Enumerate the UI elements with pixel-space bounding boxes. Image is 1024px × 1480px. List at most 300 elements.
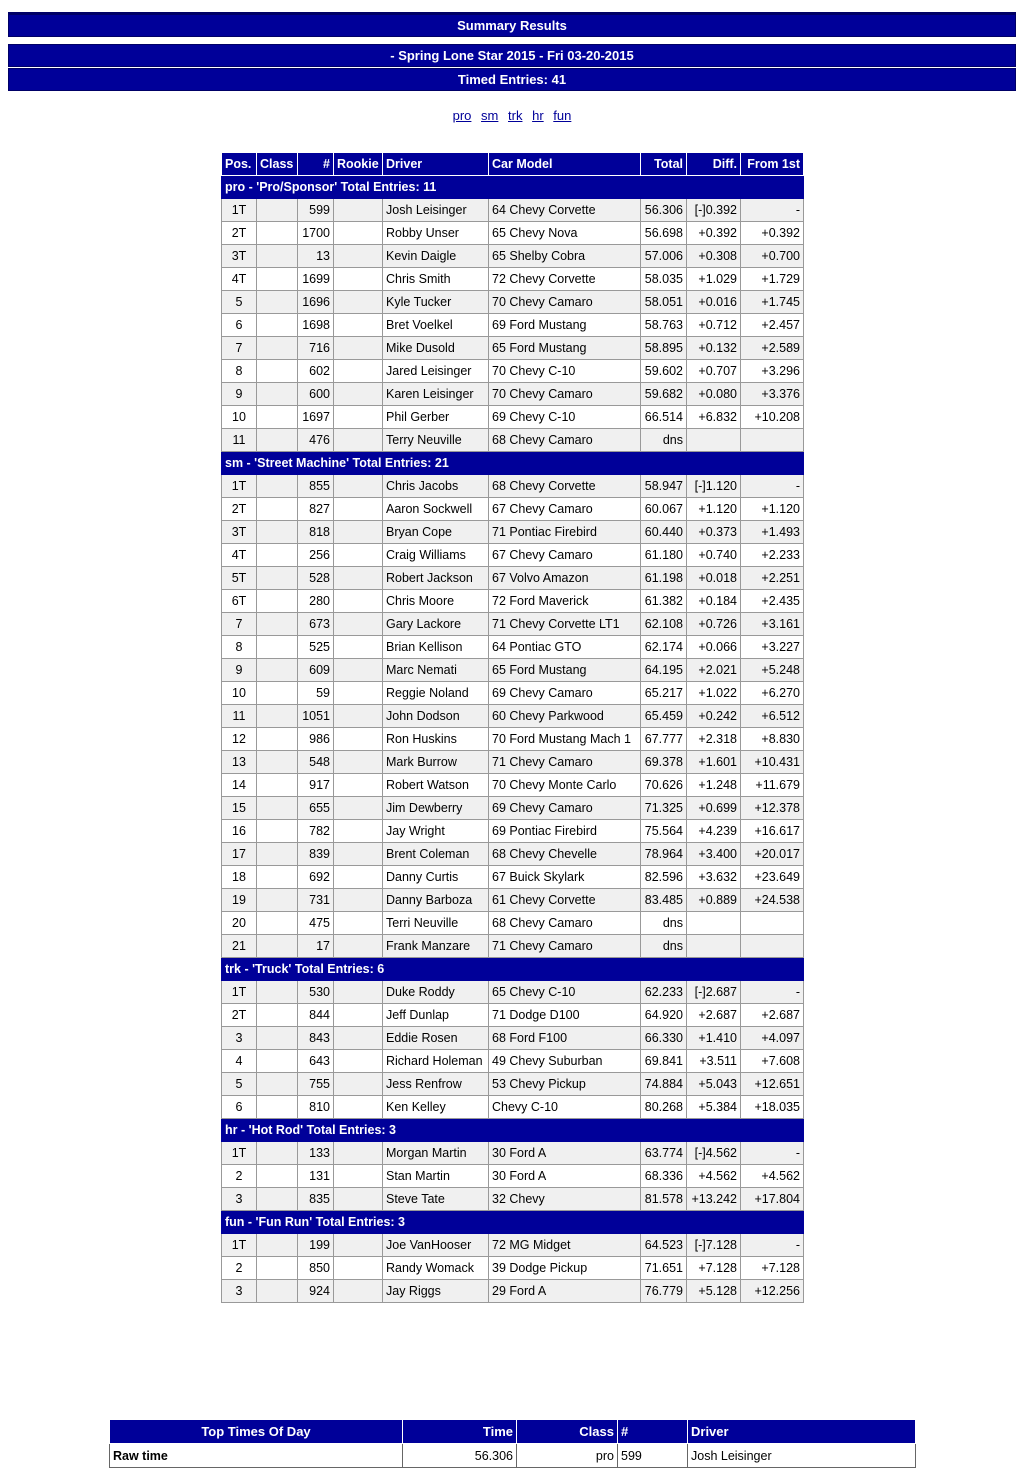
table-row: [222, 751, 804, 774]
table-cell: 2T: [222, 222, 257, 245]
table-row: [222, 843, 804, 866]
table-cell: Bret Voelkel: [383, 314, 489, 337]
table-cell: [687, 429, 741, 452]
class-group-header: [222, 1211, 804, 1234]
table-row: [222, 1188, 804, 1211]
table-cell: +5.043: [687, 1073, 741, 1096]
class-group-title: pro - 'Pro/Sponsor' Total Entries: 11: [222, 176, 804, 199]
table-cell: +10.208: [741, 406, 804, 429]
table-cell: 71 Pontiac Firebird: [489, 521, 641, 544]
table-cell: [687, 912, 741, 935]
table-cell: +3.296: [741, 360, 804, 383]
table-cell: 17: [298, 935, 334, 958]
table-cell: 59.602: [641, 360, 687, 383]
table-cell: 64 Pontiac GTO: [489, 636, 641, 659]
table-cell: [334, 337, 383, 360]
class-group-title: fun - 'Fun Run' Total Entries: 3: [222, 1211, 804, 1234]
table-cell: +2.233: [741, 544, 804, 567]
table-cell: +0.889: [687, 889, 741, 912]
table-cell: 78.964: [641, 843, 687, 866]
table-cell: 131: [298, 1165, 334, 1188]
table-cell: [257, 866, 298, 889]
table-cell: [334, 1257, 383, 1280]
table-row: [222, 429, 804, 452]
table-cell: [-]7.128: [687, 1234, 741, 1257]
table-cell: [334, 705, 383, 728]
table-cell: 5: [222, 1073, 257, 1096]
table-cell: 10: [222, 682, 257, 705]
table-cell: [257, 337, 298, 360]
table-cell: Craig Williams: [383, 544, 489, 567]
table-cell: 60 Chevy Parkwood: [489, 705, 641, 728]
table-cell: +6.832: [687, 406, 741, 429]
table-row: [222, 222, 804, 245]
table-cell: +4.097: [741, 1027, 804, 1050]
table-row: [222, 383, 804, 406]
table-cell: Brent Coleman: [383, 843, 489, 866]
table-cell: -: [741, 1142, 804, 1165]
table-cell: 2: [222, 1165, 257, 1188]
top-times-column-header: #: [618, 1420, 688, 1444]
table-cell: 70 Chevy Camaro: [489, 383, 641, 406]
table-cell: [257, 1142, 298, 1165]
table-cell: [334, 245, 383, 268]
table-cell: [334, 843, 383, 866]
table-cell: 68 Chevy Corvette: [489, 475, 641, 498]
table-cell: [257, 544, 298, 567]
table-cell: Chris Jacobs: [383, 475, 489, 498]
table-cell: 70 Chevy Monte Carlo: [489, 774, 641, 797]
table-cell: Jared Leisinger: [383, 360, 489, 383]
table-cell: Chris Moore: [383, 590, 489, 613]
table-cell: 1699: [298, 268, 334, 291]
table-cell: 19: [222, 889, 257, 912]
table-cell: Robby Unser: [383, 222, 489, 245]
table-cell: [257, 1165, 298, 1188]
table-row: [222, 1257, 804, 1280]
table-cell: 11: [222, 705, 257, 728]
table-cell: +2.457: [741, 314, 804, 337]
table-cell: 62.174: [641, 636, 687, 659]
table-cell: 476: [298, 429, 334, 452]
table-cell: Steve Tate: [383, 1188, 489, 1211]
table-cell: 71 Chevy Corvette LT1: [489, 613, 641, 636]
table-cell: [257, 728, 298, 751]
table-cell: 30 Ford A: [489, 1165, 641, 1188]
table-cell: Kyle Tucker: [383, 291, 489, 314]
table-cell: 65.217: [641, 682, 687, 705]
table-cell: +1.493: [741, 521, 804, 544]
table-cell: [-]1.120: [687, 475, 741, 498]
table-cell: 20: [222, 912, 257, 935]
table-cell: 1700: [298, 222, 334, 245]
table-cell: 67 Buick Skylark: [489, 866, 641, 889]
table-cell: 58.763: [641, 314, 687, 337]
table-cell: 755: [298, 1073, 334, 1096]
table-cell: +7.608: [741, 1050, 804, 1073]
table-cell: +2.687: [741, 1004, 804, 1027]
table-cell: 986: [298, 728, 334, 751]
table-cell: dns: [641, 935, 687, 958]
top-times-table: [109, 1419, 916, 1468]
table-cell: [334, 1142, 383, 1165]
table-row: [222, 521, 804, 544]
table-cell: [257, 291, 298, 314]
table-cell: Gary Lackore: [383, 613, 489, 636]
table-cell: 4T: [222, 544, 257, 567]
table-cell: +17.804: [741, 1188, 804, 1211]
table-cell: 72 Ford Maverick: [489, 590, 641, 613]
table-cell: [334, 429, 383, 452]
column-header: Class: [257, 153, 298, 176]
table-cell: 60.067: [641, 498, 687, 521]
table-cell: +5.384: [687, 1096, 741, 1119]
table-cell: 12: [222, 728, 257, 751]
table-cell: 16: [222, 820, 257, 843]
table-cell: 6T: [222, 590, 257, 613]
table-cell: [334, 1027, 383, 1050]
table-cell: Jeff Dunlap: [383, 1004, 489, 1027]
table-cell: +18.035: [741, 1096, 804, 1119]
class-link-fun[interactable]: fun: [553, 108, 572, 123]
table-row: [222, 406, 804, 429]
table-row: [222, 866, 804, 889]
column-header: Diff.: [687, 153, 741, 176]
table-cell: [257, 1234, 298, 1257]
top-times-cell: 56.306: [403, 1444, 517, 1468]
table-cell: 1696: [298, 291, 334, 314]
table-cell: 199: [298, 1234, 334, 1257]
table-cell: -: [741, 199, 804, 222]
table-cell: 71 Dodge D100: [489, 1004, 641, 1027]
table-cell: +0.707: [687, 360, 741, 383]
table-cell: 56.698: [641, 222, 687, 245]
table-cell: -: [741, 1234, 804, 1257]
table-cell: [257, 797, 298, 820]
top-times-column-header: Top Times Of Day: [110, 1420, 403, 1444]
table-cell: 818: [298, 521, 334, 544]
table-cell: Brian Kellison: [383, 636, 489, 659]
table-cell: +1.120: [741, 498, 804, 521]
table-cell: 1T: [222, 1142, 257, 1165]
table-row: [222, 567, 804, 590]
table-cell: 69 Ford Mustang: [489, 314, 641, 337]
table-cell: [334, 314, 383, 337]
table-cell: [257, 912, 298, 935]
table-cell: 525: [298, 636, 334, 659]
table-cell: [334, 935, 383, 958]
top-times-cell: Josh Leisinger: [688, 1444, 916, 1468]
table-cell: 69 Pontiac Firebird: [489, 820, 641, 843]
table-cell: 133: [298, 1142, 334, 1165]
table-cell: [257, 567, 298, 590]
table-cell: [334, 406, 383, 429]
class-group-title: sm - 'Street Machine' Total Entries: 21: [222, 452, 804, 475]
class-links: [0, 108, 1024, 123]
table-cell: Marc Nemati: [383, 659, 489, 682]
table-cell: 548: [298, 751, 334, 774]
table-cell: Chevy C-10: [489, 1096, 641, 1119]
table-cell: 58.947: [641, 475, 687, 498]
class-group-header: [222, 176, 804, 199]
table-cell: +1.601: [687, 751, 741, 774]
table-cell: [257, 1027, 298, 1050]
table-cell: 827: [298, 498, 334, 521]
table-cell: +5.128: [687, 1280, 741, 1303]
table-cell: Randy Womack: [383, 1257, 489, 1280]
table-cell: +2.251: [741, 567, 804, 590]
table-cell: 280: [298, 590, 334, 613]
table-cell: +1.029: [687, 268, 741, 291]
table-cell: [334, 636, 383, 659]
class-link-pro[interactable]: pro: [452, 108, 472, 123]
table-cell: +1.745: [741, 291, 804, 314]
table-cell: [334, 659, 383, 682]
class-link-sm[interactable]: sm: [481, 108, 499, 123]
table-cell: 69.378: [641, 751, 687, 774]
table-cell: [257, 498, 298, 521]
table-cell: +0.066: [687, 636, 741, 659]
table-cell: 600: [298, 383, 334, 406]
table-cell: 1T: [222, 199, 257, 222]
table-row: [222, 360, 804, 383]
table-cell: 56.306: [641, 199, 687, 222]
table-cell: 66.514: [641, 406, 687, 429]
table-cell: 61.382: [641, 590, 687, 613]
table-row: [222, 245, 804, 268]
table-cell: 68.336: [641, 1165, 687, 1188]
table-cell: 9: [222, 659, 257, 682]
table-cell: 71.651: [641, 1257, 687, 1280]
column-header: Rookie: [334, 153, 383, 176]
table-cell: [257, 613, 298, 636]
class-link-hr[interactable]: hr: [532, 108, 544, 123]
table-cell: +12.651: [741, 1073, 804, 1096]
table-cell: 67.777: [641, 728, 687, 751]
table-row: [222, 1234, 804, 1257]
table-cell: 855: [298, 475, 334, 498]
table-cell: +0.184: [687, 590, 741, 613]
table-cell: [334, 912, 383, 935]
top-times-column-header: Time: [403, 1420, 517, 1444]
class-link-trk[interactable]: trk: [508, 108, 523, 123]
table-cell: [257, 383, 298, 406]
table-row: [222, 268, 804, 291]
table-cell: 61 Chevy Corvette: [489, 889, 641, 912]
table-cell: [257, 1257, 298, 1280]
table-cell: 256: [298, 544, 334, 567]
table-cell: 475: [298, 912, 334, 935]
timed-entries-count: Timed Entries: 41: [8, 68, 1016, 91]
table-cell: [257, 590, 298, 613]
table-cell: Kevin Daigle: [383, 245, 489, 268]
top-times-cell: pro: [517, 1444, 618, 1468]
table-cell: +23.649: [741, 866, 804, 889]
table-cell: 3T: [222, 245, 257, 268]
table-cell: 69.841: [641, 1050, 687, 1073]
column-header: From 1st: [741, 153, 804, 176]
table-cell: 68 Ford F100: [489, 1027, 641, 1050]
table-cell: Danny Curtis: [383, 866, 489, 889]
table-cell: [334, 1280, 383, 1303]
top-times-column-header: Driver: [688, 1420, 916, 1444]
table-cell: 65 Ford Mustang: [489, 659, 641, 682]
column-header: Driver: [383, 153, 489, 176]
table-row: [222, 1073, 804, 1096]
table-cell: 64.523: [641, 1234, 687, 1257]
table-cell: 58.035: [641, 268, 687, 291]
table-cell: +3.376: [741, 383, 804, 406]
table-cell: [334, 291, 383, 314]
table-cell: +0.132: [687, 337, 741, 360]
table-cell: 850: [298, 1257, 334, 1280]
table-row: [222, 337, 804, 360]
table-cell: Ken Kelley: [383, 1096, 489, 1119]
table-cell: [334, 383, 383, 406]
table-cell: 72 MG Midget: [489, 1234, 641, 1257]
table-cell: +1.120: [687, 498, 741, 521]
table-cell: 13: [298, 245, 334, 268]
table-cell: Aaron Sockwell: [383, 498, 489, 521]
table-cell: [257, 981, 298, 1004]
table-cell: [334, 1096, 383, 1119]
table-cell: 66.330: [641, 1027, 687, 1050]
table-cell: 64 Chevy Corvette: [489, 199, 641, 222]
table-row: [222, 659, 804, 682]
table-cell: 13: [222, 751, 257, 774]
table-cell: 63.774: [641, 1142, 687, 1165]
table-cell: [334, 682, 383, 705]
table-cell: +12.256: [741, 1280, 804, 1303]
table-cell: 53 Chevy Pickup: [489, 1073, 641, 1096]
table-cell: 843: [298, 1027, 334, 1050]
table-cell: +0.712: [687, 314, 741, 337]
table-cell: 64.195: [641, 659, 687, 682]
table-cell: 67 Chevy Camaro: [489, 498, 641, 521]
table-cell: 70 Ford Mustang Mach 1: [489, 728, 641, 751]
table-cell: 71.325: [641, 797, 687, 820]
table-cell: 39 Dodge Pickup: [489, 1257, 641, 1280]
table-cell: [257, 1280, 298, 1303]
table-cell: [334, 820, 383, 843]
table-cell: +1.729: [741, 268, 804, 291]
table-cell: +13.242: [687, 1188, 741, 1211]
column-header: Pos.: [222, 153, 257, 176]
table-row: [222, 981, 804, 1004]
table-cell: 76.779: [641, 1280, 687, 1303]
table-cell: +2.687: [687, 1004, 741, 1027]
table-cell: [334, 567, 383, 590]
column-header: Total: [641, 153, 687, 176]
table-cell: +3.227: [741, 636, 804, 659]
table-row: [222, 1096, 804, 1119]
table-cell: [334, 360, 383, 383]
table-cell: +0.699: [687, 797, 741, 820]
table-row: [222, 314, 804, 337]
table-cell: [-]2.687: [687, 981, 741, 1004]
table-cell: [257, 521, 298, 544]
table-cell: +2.435: [741, 590, 804, 613]
table-cell: +2.589: [741, 337, 804, 360]
table-cell: 61.198: [641, 567, 687, 590]
table-cell: +7.128: [687, 1257, 741, 1280]
table-cell: Bryan Cope: [383, 521, 489, 544]
table-cell: 59: [298, 682, 334, 705]
table-cell: +0.392: [741, 222, 804, 245]
table-cell: [257, 429, 298, 452]
table-row: [222, 1027, 804, 1050]
table-row: [222, 1050, 804, 1073]
table-cell: 844: [298, 1004, 334, 1027]
table-cell: 5: [222, 291, 257, 314]
table-cell: Eddie Rosen: [383, 1027, 489, 1050]
table-cell: +3.511: [687, 1050, 741, 1073]
table-row: [222, 1165, 804, 1188]
table-cell: 29 Ford A: [489, 1280, 641, 1303]
table-cell: +11.679: [741, 774, 804, 797]
table-cell: [334, 1050, 383, 1073]
table-cell: Chris Smith: [383, 268, 489, 291]
table-row: [222, 1004, 804, 1027]
table-cell: 14: [222, 774, 257, 797]
table-cell: 67 Volvo Amazon: [489, 567, 641, 590]
table-cell: [334, 590, 383, 613]
table-cell: 65 Chevy C-10: [489, 981, 641, 1004]
page-title: Summary Results: [8, 12, 1016, 37]
table-cell: 609: [298, 659, 334, 682]
table-cell: [334, 222, 383, 245]
table-cell: 30 Ford A: [489, 1142, 641, 1165]
table-cell: 4T: [222, 268, 257, 291]
results-table: [221, 152, 804, 1303]
class-group-header: [222, 452, 804, 475]
table-row: [222, 613, 804, 636]
table-cell: [741, 912, 804, 935]
table-cell: [257, 314, 298, 337]
table-row: [222, 912, 804, 935]
table-cell: 69 Chevy C-10: [489, 406, 641, 429]
table-cell: 69 Chevy Camaro: [489, 797, 641, 820]
event-title: - Spring Lone Star 2015 - Fri 03-20-2015: [8, 44, 1016, 67]
table-cell: [334, 866, 383, 889]
table-row: [222, 199, 804, 222]
top-times-header-row: [110, 1420, 916, 1444]
table-cell: 1T: [222, 475, 257, 498]
table-cell: +0.018: [687, 567, 741, 590]
table-cell: [257, 268, 298, 291]
table-cell: 62.108: [641, 613, 687, 636]
table-cell: [-]4.562: [687, 1142, 741, 1165]
table-row: [222, 797, 804, 820]
table-cell: 59.682: [641, 383, 687, 406]
table-cell: dns: [641, 912, 687, 935]
table-cell: +1.248: [687, 774, 741, 797]
table-cell: 69 Chevy Camaro: [489, 682, 641, 705]
table-cell: 75.564: [641, 820, 687, 843]
table-row: [222, 636, 804, 659]
table-cell: 6: [222, 1096, 257, 1119]
table-row: [222, 889, 804, 912]
table-cell: 65 Ford Mustang: [489, 337, 641, 360]
table-cell: [334, 544, 383, 567]
table-cell: [687, 935, 741, 958]
table-row: [222, 544, 804, 567]
table-cell: [257, 820, 298, 843]
table-cell: +0.373: [687, 521, 741, 544]
table-cell: +3.632: [687, 866, 741, 889]
table-cell: 835: [298, 1188, 334, 1211]
table-cell: 3: [222, 1188, 257, 1211]
